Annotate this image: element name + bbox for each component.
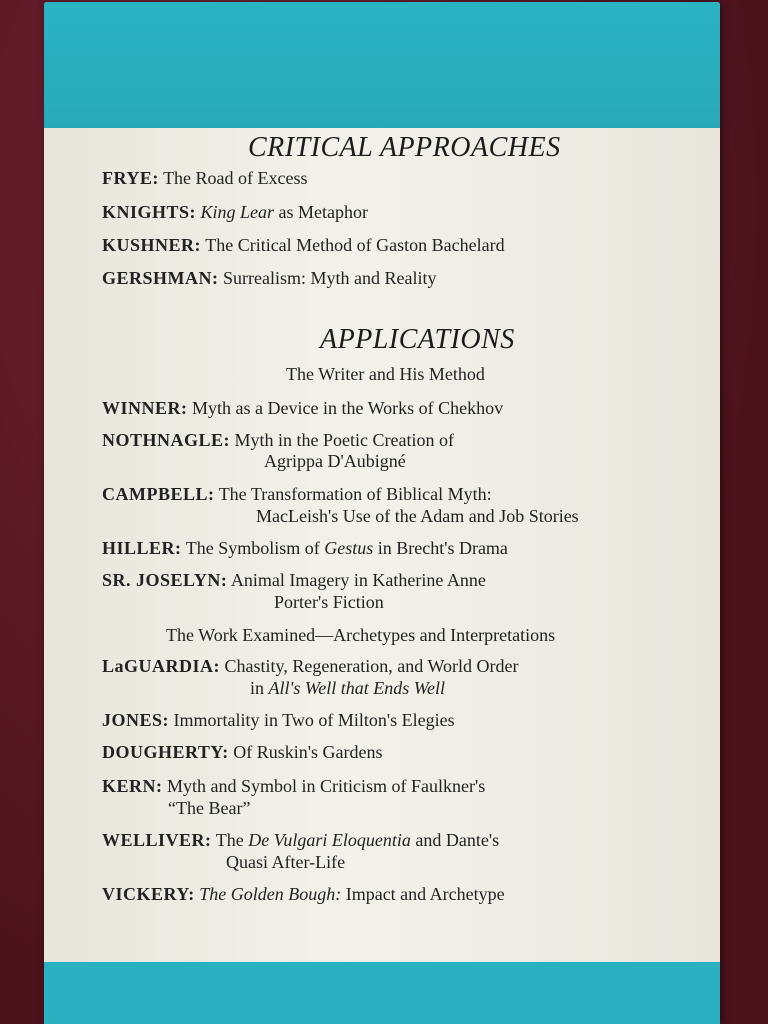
top-color-band [44, 2, 720, 128]
entry-kushner: KUSHNER: The Critical Method of Gaston Bachelard [102, 235, 505, 255]
entry-laguardia: LaGUARDIA: Chastity, Regeneration, and World Order [102, 656, 519, 676]
book-back-cover [44, 2, 720, 1024]
entry-knights: KNIGHTS: King Lear as Metaphor [102, 202, 369, 222]
entry-laguardia-cont: in All's Well that Ends Well [250, 678, 446, 698]
entry-frye: FRYE: The Road of Excess [102, 168, 308, 188]
entry-joselyn: SR. JOSELYN: Animal Imagery in Katherine Anne [102, 570, 486, 590]
entry-welliver: WELLIVER: The De Vulgari Eloquentia and Dante's [102, 830, 500, 850]
entry-hiller: HILLER: The Symbolism of Gestus in Brecht's Drama [102, 538, 508, 558]
critical-approaches-heading: CRITICAL APPROACHES [248, 132, 561, 163]
entry-campbell-cont: MacLeish's Use of the Adam and Job Stories [256, 506, 579, 526]
entry-nothnagle-cont: Agrippa D'Aubigné [264, 451, 406, 471]
applications-heading: APPLICATIONS [320, 324, 515, 355]
subheading-writer-method: The Writer and His Method [286, 364, 485, 384]
entry-winner: WINNER: Myth as a Device in the Works of Chekhov [102, 398, 504, 418]
entry-dougherty: DOUGHERTY: Of Ruskin's Gardens [102, 742, 383, 762]
bottom-color-band [44, 962, 720, 1024]
entry-gershman: GERSHMAN: Surrealism: Myth and Reality [102, 268, 437, 288]
entry-vickery: VICKERY: The Golden Bough: Impact and Archetype [102, 884, 505, 904]
entry-campbell: CAMPBELL: The Transformation of Biblical Myth: [102, 484, 492, 504]
entry-jones: JONES: Immortality in Two of Milton's Elegies [102, 710, 455, 730]
entry-nothnagle: NOTHNAGLE: Myth in the Poetic Creation of [102, 430, 454, 450]
entry-welliver-cont: Quasi After-Life [226, 852, 346, 872]
subheading-work-examined: The Work Examined—Archetypes and Interpretations [166, 625, 556, 645]
entry-kern: KERN: Myth and Symbol in Criticism of Faulkner's [102, 776, 486, 796]
entry-kern-cont: “The Bear” [168, 798, 251, 818]
entry-joselyn-cont: Porter's Fiction [274, 592, 384, 612]
